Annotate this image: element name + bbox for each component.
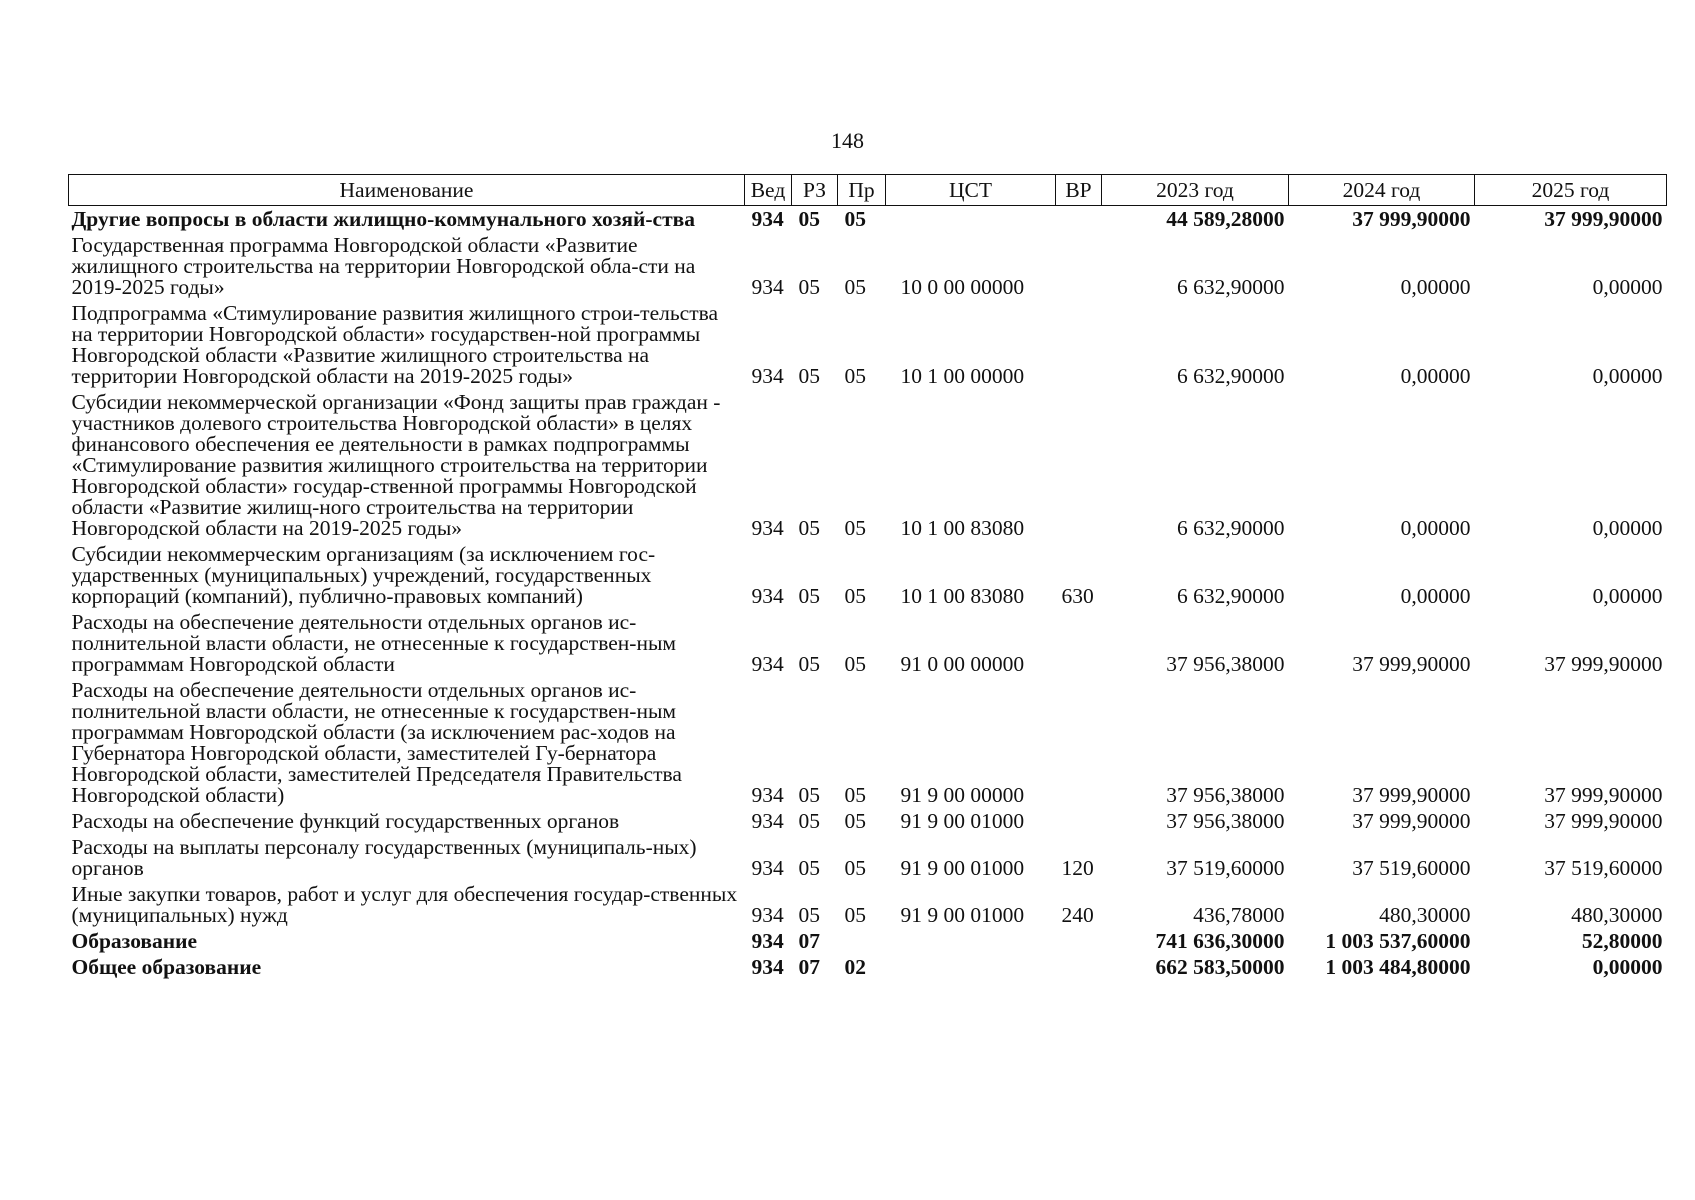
- header-2023: 2023 год: [1102, 175, 1289, 206]
- header-cst: ЦСТ: [886, 175, 1056, 206]
- row-rz: 05: [798, 207, 820, 231]
- row-ved: 934: [751, 584, 784, 608]
- row-vr: [1056, 389, 1102, 541]
- row-cst: 10 1 00 00000: [900, 364, 1025, 388]
- row-2025: 37 519,60000: [1544, 856, 1663, 880]
- table-row: [69, 928, 1667, 954]
- row-vr: [1056, 232, 1102, 300]
- row-2023: 436,78000: [1193, 903, 1285, 927]
- row-rz: 07: [798, 929, 820, 953]
- row-2025: 0,00000: [1592, 584, 1663, 608]
- header-2025: 2025 год: [1475, 175, 1667, 206]
- table-row: [69, 389, 1667, 541]
- row-name: Подпрограмма «Стимулирование развития жилищного строи-тельства на территории Новгородской области» государствен-ной программы Новгородской области «Развитие жилищного строительства на территории Новгородской области на 2019-2025 годы»: [71, 301, 719, 388]
- row-2025: 37 999,90000: [1544, 652, 1663, 676]
- header-vr: ВР: [1056, 175, 1102, 206]
- row-2023: 6 632,90000: [1177, 516, 1285, 540]
- row-rz: 05: [798, 652, 820, 676]
- row-ved: 934: [751, 207, 784, 231]
- row-pr: [838, 928, 886, 954]
- row-rz: 05: [798, 783, 820, 807]
- row-rz: 05: [798, 809, 820, 833]
- row-2025: 0,00000: [1592, 955, 1663, 979]
- row-vr: [1056, 300, 1102, 389]
- row-name: Расходы на обеспечение деятельности отдельных органов ис-полнительной власти области, не отнесенные к государствен-ным программам Новгородской области: [71, 610, 676, 676]
- row-pr: 05: [844, 516, 866, 540]
- row-2023: 37 956,38000: [1166, 809, 1285, 833]
- row-pr: 05: [844, 652, 866, 676]
- row-cst: 10 1 00 83080: [900, 584, 1025, 608]
- table-row: [69, 834, 1667, 881]
- row-2024: 37 519,60000: [1352, 856, 1471, 880]
- row-2023: 662 583,50000: [1155, 955, 1285, 979]
- row-pr: 05: [844, 584, 866, 608]
- row-ved: 934: [751, 903, 784, 927]
- row-pr: 05: [844, 809, 866, 833]
- row-vr: 630: [1061, 584, 1094, 608]
- header-pr: Пр: [838, 175, 886, 206]
- row-rz: 05: [798, 856, 820, 880]
- row-cst: 91 9 00 01000: [900, 809, 1025, 833]
- header-name: Наименование: [69, 175, 745, 206]
- row-vr: [1056, 808, 1102, 834]
- row-rz: 07: [798, 955, 820, 979]
- row-ved: 934: [751, 955, 784, 979]
- row-2023: 741 636,30000: [1155, 929, 1285, 953]
- row-2023: 6 632,90000: [1177, 584, 1285, 608]
- row-rz: 05: [798, 903, 820, 927]
- row-pr: 02: [844, 955, 866, 979]
- row-cst: [886, 954, 1056, 980]
- row-name: Субсидии некоммерческим организациям (за исключением гос-ударственных (муниципальных) учреждений, государственных корпораций (компаний), публично-правовых компаний): [71, 542, 656, 608]
- row-pr: 05: [844, 903, 866, 927]
- row-name: Другие вопросы в области жилищно-коммунального хозяй-ства: [71, 207, 695, 231]
- row-ved: 934: [751, 652, 784, 676]
- table-row: [69, 881, 1667, 928]
- row-pr: 05: [844, 856, 866, 880]
- row-2024: 37 999,90000: [1352, 652, 1471, 676]
- row-name: Расходы на обеспечение деятельности отдельных органов ис-полнительной власти области, не отнесенные к государствен-ным программам Новгородской области (за исключением рас-ходов на Губернатора Новгородской области, заместителей Гу-бернатора Новгородской области, заместителей Председателя Правительства Новгородской области): [71, 678, 682, 807]
- row-2023: 44 589,28000: [1166, 207, 1285, 231]
- budget-table: [68, 174, 1667, 980]
- table-row: [69, 954, 1667, 980]
- table-row: [69, 677, 1667, 808]
- row-vr: [1056, 206, 1102, 233]
- row-ved: 934: [751, 364, 784, 388]
- row-ved: 934: [751, 783, 784, 807]
- table-header-row: [69, 175, 1667, 206]
- row-cst: 10 1 00 83080: [900, 516, 1025, 540]
- row-cst: [886, 928, 1056, 954]
- row-cst: 91 9 00 00000: [900, 783, 1025, 807]
- row-cst: 91 0 00 00000: [900, 652, 1025, 676]
- row-pr: 05: [844, 207, 866, 231]
- row-vr: 120: [1061, 856, 1094, 880]
- row-name: Государственная программа Новгородской области «Развитие жилищного строительства на территории Новгородской обла-сти на 2019-2025 годы»: [71, 233, 696, 299]
- row-2023: 6 632,90000: [1177, 364, 1285, 388]
- row-2025: 37 999,90000: [1544, 783, 1663, 807]
- header-rz: РЗ: [792, 175, 838, 206]
- table-row: [69, 541, 1667, 609]
- table-row: [69, 300, 1667, 389]
- header-2024: 2024 год: [1289, 175, 1475, 206]
- row-2024: 37 999,90000: [1352, 809, 1471, 833]
- row-vr: [1056, 928, 1102, 954]
- row-2024: 37 999,90000: [1352, 207, 1471, 231]
- header-ved: Вед: [745, 175, 792, 206]
- row-vr: 240: [1061, 903, 1094, 927]
- row-name: Субсидии некоммерческой организации «Фонд защиты прав граждан - участников долевого строительства Новгородской области» в целях финансового обеспечения ее деятельности в рамках подпрограммы «Стимулирование развития жилищного строительства на территории Новгородской области» государ-ственной программы Новгородской области «Развитие жилищ-ного строительства на территории Новгородской области на 2019-2025 годы»: [71, 390, 721, 540]
- row-name: Общее образование: [71, 955, 262, 979]
- table-row: [69, 206, 1667, 233]
- row-name: Иные закупки товаров, работ и услуг для обеспечения государ-ственных (муниципальных) нужд: [71, 882, 738, 927]
- row-2024: 480,30000: [1379, 903, 1471, 927]
- row-cst: 91 9 00 01000: [900, 856, 1025, 880]
- row-2025: 480,30000: [1571, 903, 1663, 927]
- row-2024: 1 003 537,60000: [1325, 929, 1471, 953]
- table-row: [69, 232, 1667, 300]
- row-name: Расходы на выплаты персоналу государственных (муниципаль-ных) органов: [71, 835, 697, 880]
- row-ved: 934: [751, 929, 784, 953]
- row-2024: 1 003 484,80000: [1325, 955, 1471, 979]
- row-2023: 37 956,38000: [1166, 783, 1285, 807]
- row-vr: [1056, 609, 1102, 677]
- table-row: [69, 808, 1667, 834]
- table-row: [69, 609, 1667, 677]
- row-rz: 05: [798, 584, 820, 608]
- row-2023: 37 956,38000: [1166, 652, 1285, 676]
- row-rz: 05: [798, 275, 820, 299]
- row-pr: 05: [844, 275, 866, 299]
- row-name: Образование: [71, 929, 198, 953]
- row-2025: 0,00000: [1592, 364, 1663, 388]
- row-cst: [886, 206, 1056, 233]
- row-2023: 37 519,60000: [1166, 856, 1285, 880]
- row-2024: 0,00000: [1400, 584, 1471, 608]
- row-pr: 05: [844, 364, 866, 388]
- row-2024: 0,00000: [1400, 275, 1471, 299]
- row-cst: 91 9 00 01000: [900, 903, 1025, 927]
- row-ved: 934: [751, 275, 784, 299]
- row-pr: 05: [844, 783, 866, 807]
- row-2025: 52,80000: [1581, 929, 1663, 953]
- row-rz: 05: [798, 364, 820, 388]
- row-2025: 37 999,90000: [1544, 207, 1663, 231]
- row-vr: [1056, 677, 1102, 808]
- row-2024: 37 999,90000: [1352, 783, 1471, 807]
- row-2023: 6 632,90000: [1177, 275, 1285, 299]
- row-2024: 0,00000: [1400, 516, 1471, 540]
- row-2025: 37 999,90000: [1544, 809, 1663, 833]
- row-ved: 934: [751, 809, 784, 833]
- row-2024: 0,00000: [1400, 364, 1471, 388]
- row-ved: 934: [751, 856, 784, 880]
- row-ved: 934: [751, 516, 784, 540]
- row-vr: [1056, 954, 1102, 980]
- row-name: Расходы на обеспечение функций государственных органов: [71, 809, 620, 833]
- row-2025: 0,00000: [1592, 275, 1663, 299]
- row-cst: 10 0 00 00000: [900, 275, 1025, 299]
- row-rz: 05: [798, 516, 820, 540]
- page-number: 148: [831, 128, 864, 153]
- row-2025: 0,00000: [1592, 516, 1663, 540]
